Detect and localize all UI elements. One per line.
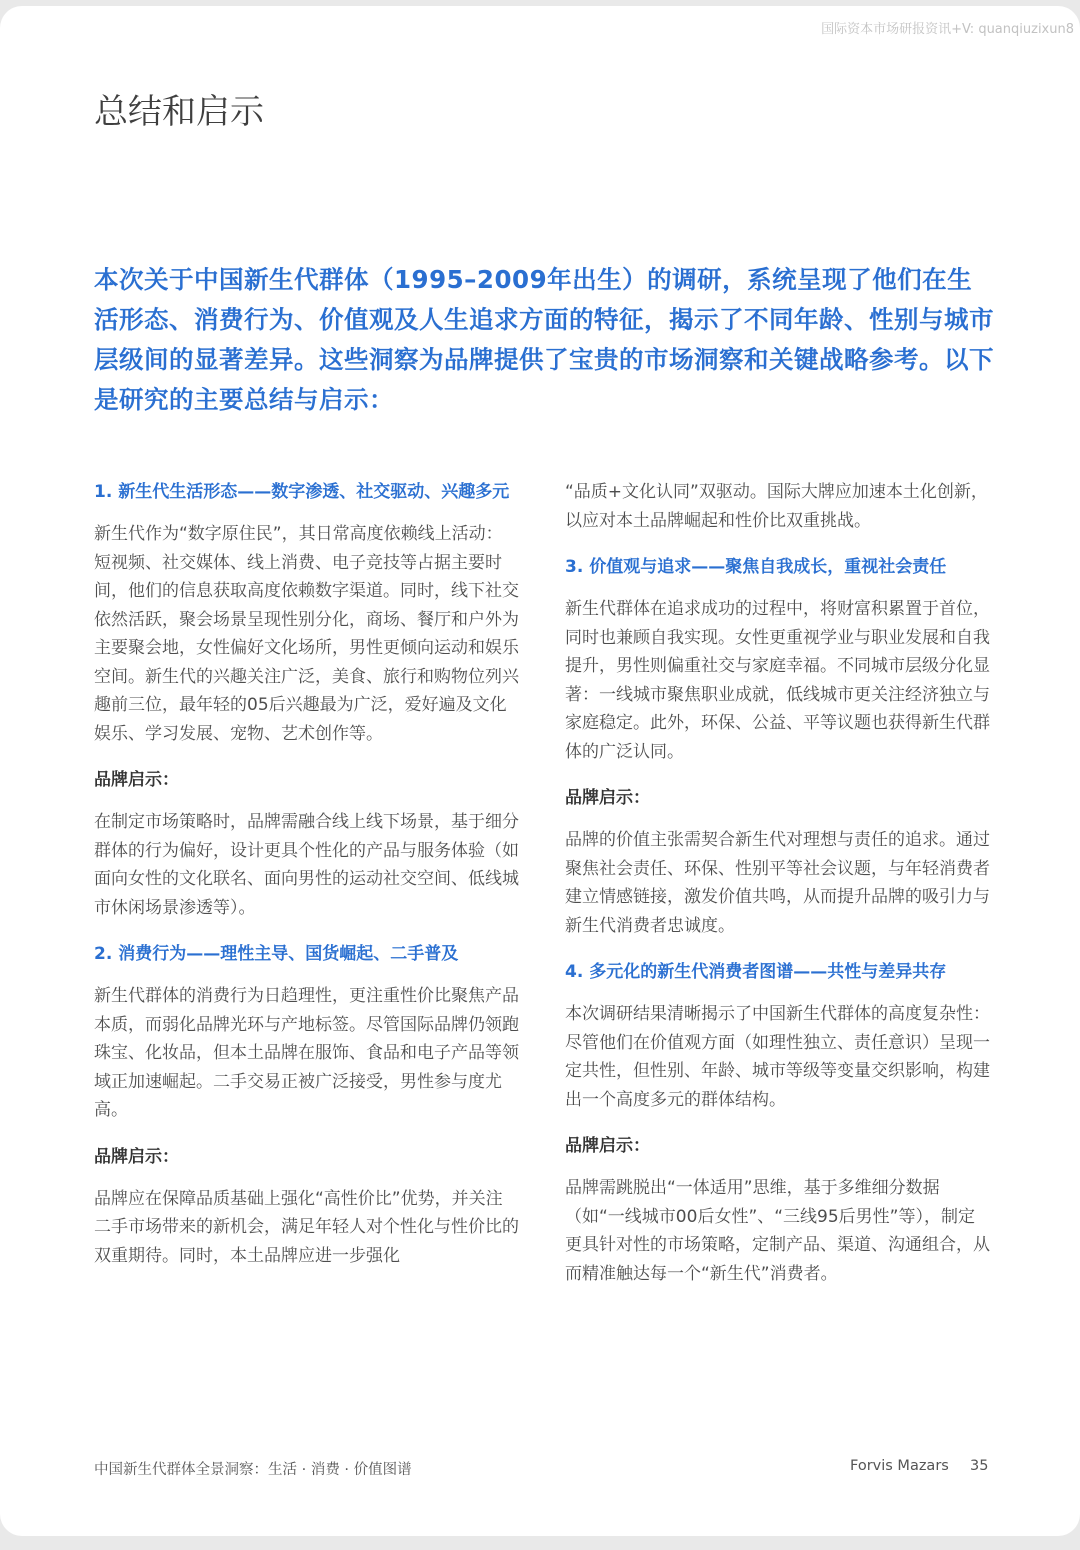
watermark: 国际资本市场研报资讯+V: quanqiuzixun8 — [821, 22, 1074, 37]
page-title: 总结和启示 — [94, 92, 264, 132]
footer-document-title: 中国新生代群体全景洞察：生活 · 消费 · 价值图谱 — [94, 1462, 412, 1478]
right-column — [565, 478, 990, 1306]
section-4-heading: 4. 多元化的新生代消费者图谱——共性与差异共存 — [565, 962, 947, 982]
section-4-brand-body: 品牌需跳脱出“一体适用”思维，基于多维细分数据（如“一线城市00后女性”、“三线95后男性”等），制定更具针对性的市场策略，定制产品、渠道、沟通组合，从而精准触达每一个“新生代”消费者。 — [565, 1178, 990, 1284]
section-3-heading: 3. 价值观与追求——聚焦自我成长，重视社会责任 — [565, 557, 947, 577]
footer-brand: Forvis Mazars — [850, 1458, 949, 1474]
section-2-brand-body-continued: “品质+文化认同”双驱动。国际大牌应加速本土化创新，以应对本土品牌崛起和性价比双重挑战。 — [565, 482, 988, 531]
section-1-heading: 1. 新生代生活形态——数字渗透、社交驱动、兴趣多元 — [94, 482, 510, 502]
section-1-brand-body: 在制定市场策略时，品牌需融合线上线下场景，基于细分群体的行为偏好，设计更具个性化的产品与服务体验（如面向女性的文化联名、面向男性的运动社交空间、低线城市休闲场景渗透等）。 — [94, 812, 519, 918]
page-number: 35 — [970, 1458, 989, 1474]
section-3-brand-label: 品牌启示： — [565, 788, 650, 808]
section-3-brand-body: 品牌的价值主张需契合新生代对理想与责任的追求。通过聚焦社会责任、环保、性别平等社会议题，与年轻消费者建立情感链接，激发价值共鸣，从而提升品牌的吸引力与新生代消费者忠诚度。 — [565, 830, 990, 936]
section-1-body: 新生代作为“数字原住民”，其日常高度依赖线上活动：短视频、社交媒体、线上消费、电子竞技等占据主要时间，他们的信息获取高度依赖数字渠道。同时，线下社交依然活跃，聚会场景呈现性别分化，商场、餐厅和户外为主要聚会地，女性偏好文化场所，男性更倾向运动和娱乐空间。新生代的兴趣关注广泛，美食、旅行和购物位列兴趣前三位，最年轻的05后兴趣最为广泛，爱好遍及文化娱乐、学习发展、宠物、艺术创作等。 — [94, 524, 519, 744]
section-2-heading: 2. 消费行为——理性主导、国货崛起、二手普及 — [94, 944, 459, 964]
section-2-brand-label: 品牌启示： — [94, 1146, 179, 1167]
section-2-brand-body: 品牌应在保障品质基础上强化“高性价比”优势，并关注二手市场带来的新机会，满足年轻人对个性化与性价比的双重期待。同时，本土品牌应进一步强化 — [94, 1188, 519, 1266]
section-2-body: 新生代群体的消费行为日趋理性，更注重性价比聚焦产品本质，而弱化品牌光环与产地标签。尽管国际品牌仍领跑珠宝、化妆品，但本土品牌在服饰、食品和电子产品等领域正加速崛起。二手交易正被广泛接受，男性参与度尤高。 — [94, 986, 519, 1120]
intro-summary: 本次关于中国新生代群体（1995–2009年出生）的调研，系统呈现了他们在生活形态、消费行为、价值观及人生追求方面的特征，揭示了不同年龄、性别与城市层级间的显著差异。这些洞察为品牌提供了宝贵的市场洞察和关键战略参考。以下是研究的主要总结与启示： — [94, 265, 994, 414]
section-3-body: 新生代群体在追求成功的过程中，将财富积累置于首位，同时也兼顾自我实现。女性更重视学业与职业发展和自我提升，男性则偏重社交与家庭幸福。不同城市层级分化显著：一线城市聚焦职业成就，低线城市更关注经济独立与家庭稳定。此外，环保、公益、平等议题也获得新生代群体的广泛认同。 — [565, 599, 990, 762]
section-1-brand-label: 品牌启示： — [94, 770, 179, 790]
section-4-brand-label: 品牌启示： — [565, 1136, 650, 1156]
section-4-body: 本次调研结果清晰揭示了中国新生代群体的高度复杂性：尽管他们在价值观方面（如理性独立、责任意识）呈现一定共性，但性别、年龄、城市等级等变量交织影响，构建出一个高度多元的群体结构。 — [565, 1004, 990, 1110]
left-column — [94, 478, 519, 1288]
document-page — [0, 6, 1080, 1536]
